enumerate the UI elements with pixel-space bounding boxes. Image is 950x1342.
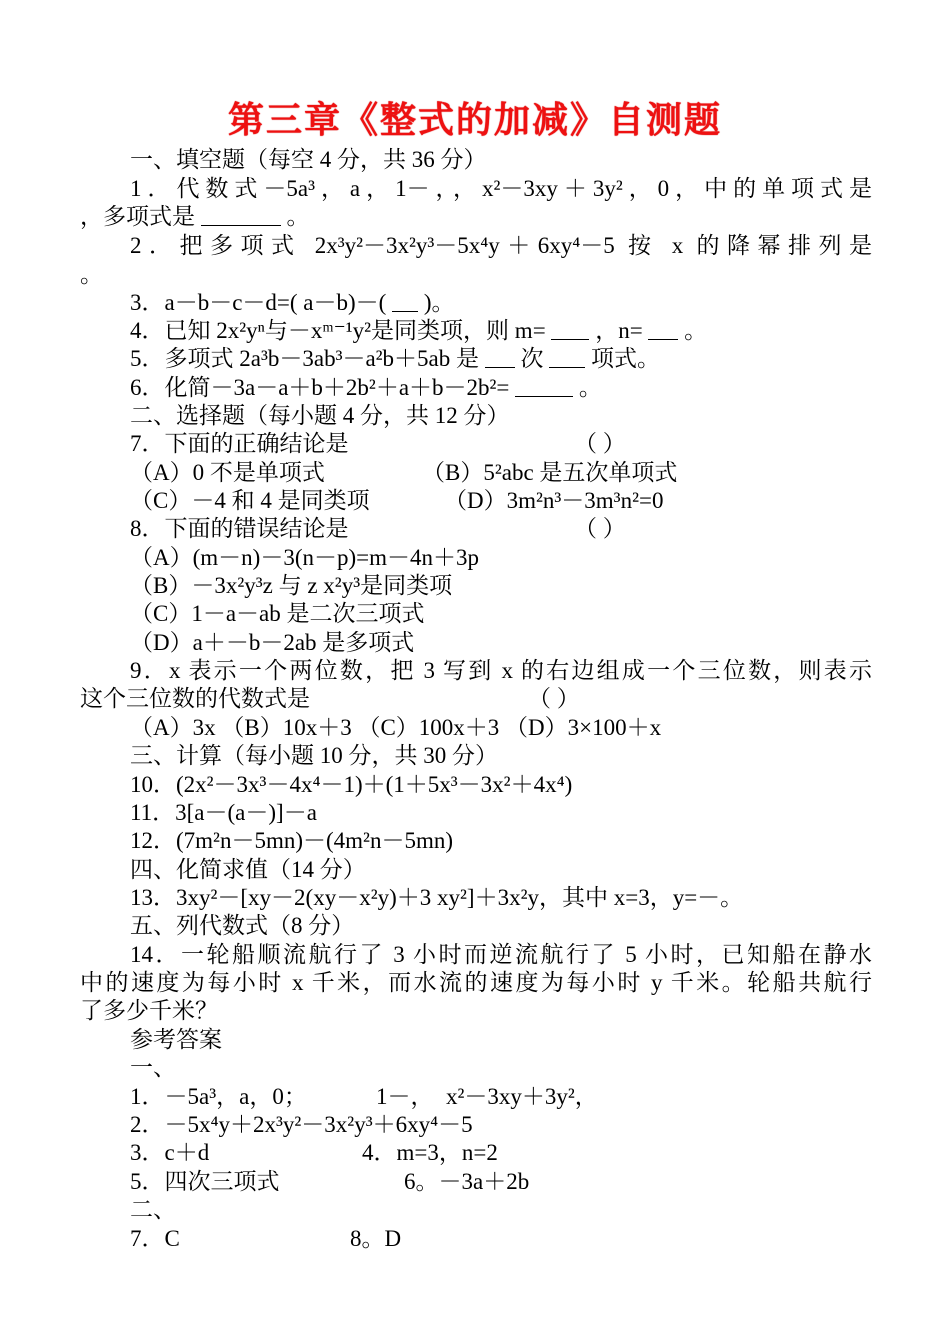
q4-mid: ，n= [595,318,643,343]
question-11: 11．3[a－(a－)]－a [130,800,317,825]
answer-blank[interactable] [551,317,589,340]
question-4 [0,317,950,345]
section-heading-fill-in: 一、填空题（每空 4 分，共 36 分） [130,147,487,172]
question-9-line-1: 9．x 表示一个两位数，把 3 写到 x 的右边组成一个三位数，则表示 [130,658,872,683]
question-2-line-2: 。 [80,262,103,287]
option-a: （A）0 不是单项式 [130,460,325,485]
answer-2: 2．－5x⁴y＋2x³y²－3x²y³＋6xy⁴－5 [130,1112,473,1137]
q5-mid: 次 [520,346,544,371]
q3-end: )。 [423,290,455,315]
question-9-options: （A）3x （B）10x＋3 （C）100x＋3 （D）3×100＋x [130,715,662,740]
question-14-line-2: 中的速度为每小时 x 千米，而水流的速度为每小时 y 千米。轮船共航行 [80,970,872,995]
question-14-line-3: 了多少千米？ [80,998,218,1023]
question-8-option-c: （C）1－a－ab 是二次三项式 [130,601,425,626]
question-3 [0,289,950,317]
question-8-option-a: （A）(m－n)－3(n－p)=m－4n＋3p [130,545,479,570]
q3-text: 3．a－b－c－d=( a－b)－( [130,290,387,315]
q6-text: 6．化简－3a－a＋b＋2b²＋a＋b－2b²= [130,375,510,400]
question-7: 7．下面的正确结论是 （ ） [130,431,626,456]
question-7-options-ab [0,459,950,487]
q1-end: 。 [286,204,310,229]
answer-parentheses[interactable]: （ ） [574,516,626,541]
question-9-line-2: 这个三位数的代数式是 （ ） [80,686,580,711]
section-heading-calculation: 三、计算（每小题 10 分，共 30 分） [130,743,498,768]
q6-end: 。 [578,375,602,400]
q4-text: 4．已知 2x²yⁿ与－xᵐ⁻¹y²是同类项，则 m= [130,318,546,343]
answers-part-2: 二、 [130,1197,176,1222]
question-7-options-cd [0,487,950,515]
option-b: （B）5²abc 是五次单项式 [422,460,678,485]
option-c: （C）－4 和 4 是同类项 [130,488,370,513]
question-6 [0,374,950,402]
question-8: 8．下面的错误结论是 （ ） [130,516,626,541]
page-title: 第三章《整式的加减》自测题 [227,100,722,141]
answer-parentheses[interactable]: （ ） [574,431,626,456]
q5-text: 5．多项式 2a³b－3ab³－a²b＋5ab 是 [130,346,480,371]
answer-blank[interactable] [549,345,585,368]
question-1-line-1: 1．代数式－5a³，a，1－，，x²－3xy＋3y²，0，中的单项式是 [130,176,872,201]
answer-blank[interactable] [201,203,281,226]
q1-text: ，多项式是 [80,204,195,229]
answer-parentheses[interactable]: （ ） [528,686,580,711]
option-d: （D）3m²n³－3m³n²=0 [444,488,664,513]
answers-heading: 参考答案 [130,1027,222,1052]
question-14-line-1: 14．一轮船顺流航行了 3 小时而逆流航行了 5 小时，已知船在静水 [130,942,872,967]
question-8-option-d: （D）a＋－b－2ab 是多项式 [130,630,415,655]
answers-part-1: 一、 [130,1055,176,1080]
answer-blank[interactable] [392,289,418,312]
answer-5-6: 5．四次三项式 6。－3a＋2b [130,1169,530,1194]
question-2-line-1: 2．把多项式 2x³y²－3x²y³－5x⁴y＋6xy⁴－5 按 x 的降幂排列是 [130,233,872,258]
answer-7-8: 7．C 8。D [130,1226,402,1251]
answer-3-4: 3．c＋d 4．m=3，n=2 [130,1140,498,1165]
question-13: 13．3xy²－[xy－2(xy－x²y)＋3 xy²]＋3x²y，其中 x=3，y=－。 [130,885,744,910]
question-8-option-b: （B）－3x²y³z 与 z x²y³是同类项 [130,573,453,598]
answer-blank[interactable] [648,317,678,340]
answer-blank[interactable] [515,374,573,397]
question-5 [0,345,950,373]
section-heading-simplify: 四、化简求值（14 分） [130,857,366,882]
question-1-line-2 [0,203,950,231]
section-heading-expression: 五、列代数式（8 分） [130,913,355,938]
section-heading-choice: 二、选择题（每小题 4 分，共 12 分） [130,403,510,428]
question-10: 10．(2x²－3x³－4x⁴－1)＋(1＋5x³－3x²＋4x⁴) [130,772,573,797]
answer-blank[interactable] [485,345,515,368]
question-12: 12．(7m²n－5mn)－(4m²n－5mn) [130,828,453,853]
answer-1: 1．－5a³，a，0； 1－， x²－3xy＋3y²， [130,1084,598,1109]
q4-end: 。 [684,318,708,343]
q5-end: 项式。 [591,346,661,371]
